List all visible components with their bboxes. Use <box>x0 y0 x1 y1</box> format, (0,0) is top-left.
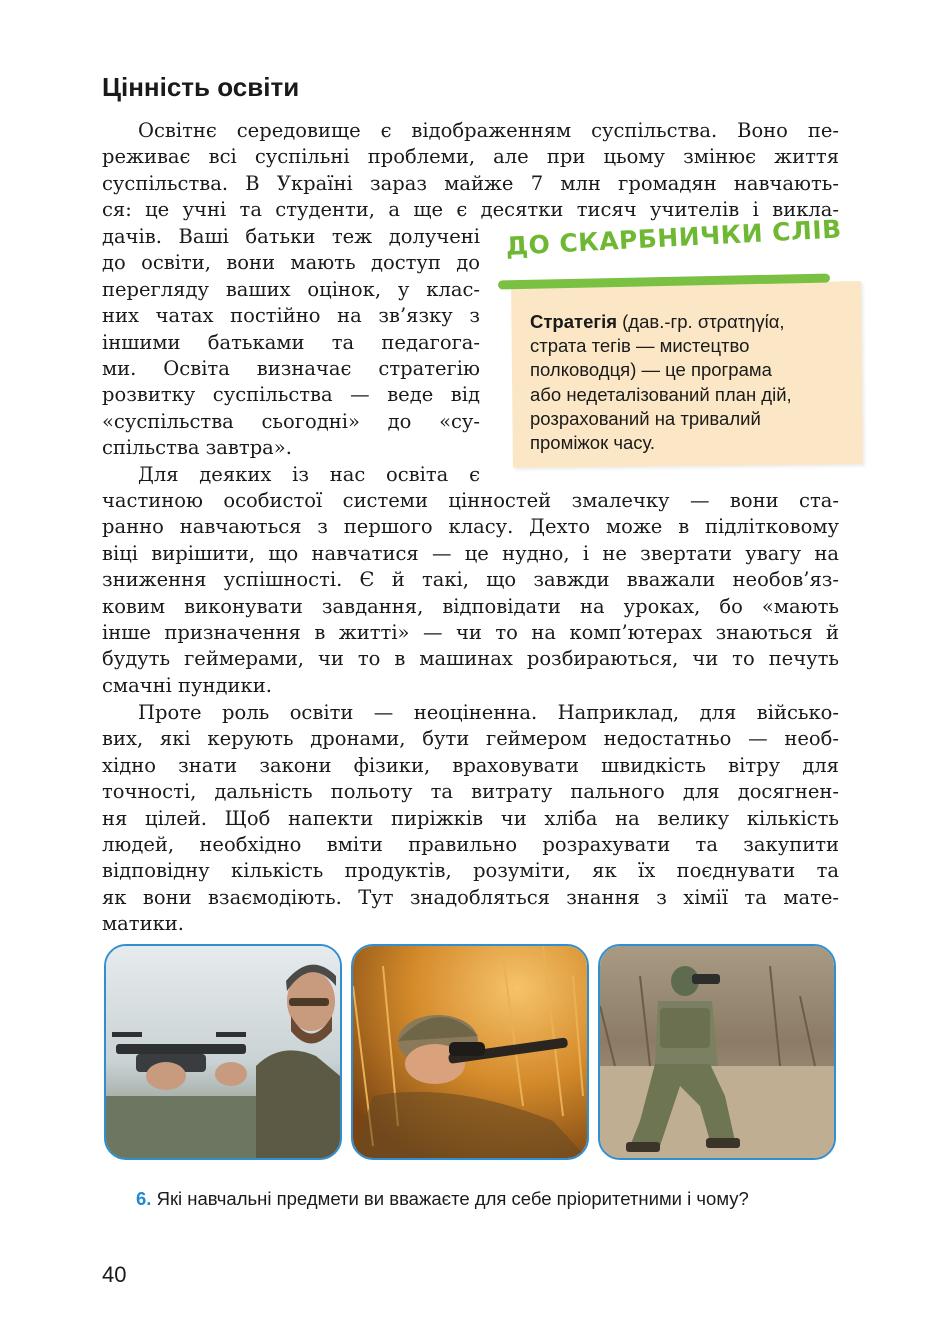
text-line: як вони взаємодіють. Тут знадобляться знання з хімії та мате- <box>102 885 839 909</box>
sniper-in-grass-photo <box>351 944 589 1160</box>
definition-line: розрахований на тривалий <box>530 407 761 429</box>
text-line: спільства завтра». <box>102 436 292 460</box>
text-line: віці вирішити, що навчатися — це нудно, і не звертати увагу на <box>102 541 839 565</box>
text-line: перегляду ваших оцінок, у клас- <box>102 277 480 301</box>
text-line: ми. Освіта визначає стратегію <box>102 357 480 381</box>
drone-operator-photo <box>104 944 342 1160</box>
definition-line: страта тегів — мистецтво <box>530 335 750 357</box>
section-heading: Цінність освіти <box>102 72 300 102</box>
page-number: 40 <box>102 1262 127 1287</box>
question-6 <box>136 1188 749 1210</box>
text-line: зниження успішності. Є й такі, що завжди вважали необов’яз- <box>102 568 839 592</box>
paragraph-1-narrow <box>102 224 480 488</box>
text-line: іншими батьками та педагога- <box>102 330 480 354</box>
text-line: ковим виконувати завдання, відповідати на уроках, бо «мають <box>102 594 839 618</box>
text-line: ранно навчаються з першого класу. Дехто може в підлітковому <box>102 515 839 539</box>
paragraph-3 <box>102 700 839 938</box>
definition-line: або недеталізований план дій, <box>530 383 792 405</box>
paragraph-1 <box>102 118 839 224</box>
text-line: ся: це учні та студенти, а ще є десятки тисяч учителів і викла- <box>102 198 839 222</box>
text-line: хідно знати закони фізики, враховувати швидкість вітру для <box>102 753 839 777</box>
soldier-with-binoculars-photo <box>598 944 836 1160</box>
definition-line: проміжок часу. <box>530 432 656 454</box>
text-line: них чатах постійно на зв’язку з <box>102 304 480 328</box>
text-line: «суспільства сьогодні» до «су- <box>102 409 480 433</box>
text-line: вих, які керують дронами, бути геймером недостатньо — необ- <box>102 727 839 751</box>
question-number: 6. <box>136 1188 152 1209</box>
text-line: Проте роль освіти — неоціненна. Наприклад, для військо- <box>138 701 839 724</box>
text-line: відповідну кількість продуктів, розуміти, як їх поєднувати та <box>102 859 839 883</box>
text-line: суспільства. В Україні зараз майже 7 млн громадян навчають- <box>102 171 839 195</box>
question-text: Які навчальні предмети ви вважаєте для себе пріоритетними і чому? <box>151 1188 749 1209</box>
paragraph-2 <box>102 488 839 699</box>
text-line: до освіти, вони мають доступ до <box>102 251 480 275</box>
text-line: людей, необхідно вміти правильно розрахувати та закупити <box>102 833 839 857</box>
text-line: частиною особистої системи цінностей змалечку — вони ста- <box>102 489 839 512</box>
text-line: реживає всі суспільні проблеми, але при цьому змінює життя <box>102 145 839 169</box>
text-line: дачів. Ваші батьки теж долучені <box>102 225 480 248</box>
text-line: Для деяких із нас освіта є <box>138 462 480 486</box>
definition-line: (дав.-гр. στρατηγία, <box>617 311 785 332</box>
text-line: матики. <box>102 912 184 936</box>
text-line: смачні пундики. <box>102 673 272 697</box>
text-line: розвитку суспільства — веде від <box>102 383 480 407</box>
text-line: точності, дальність польоту та витрату пального для досягнен- <box>102 780 839 804</box>
definition-line: полководця) — це програма <box>530 359 772 381</box>
vocabulary-definition <box>530 310 830 455</box>
text-line: ня цілей. Щоб напекти пиріжків чи хліба на велику кількість <box>102 806 839 830</box>
vocabulary-title: ДО СКАРБНИЧКИ СЛІВ <box>505 214 843 261</box>
vocabulary-term: Стратегія <box>530 311 617 332</box>
text-line: інше призначення в житті» — чи то на комп’ютерах знаються й <box>102 621 839 645</box>
text-line: будуть геймерами, чи то в машинах розбираються, чи то печуть <box>102 647 839 671</box>
text-line: Освітнє середовище є відображенням суспільства. Воно пе- <box>138 119 839 142</box>
